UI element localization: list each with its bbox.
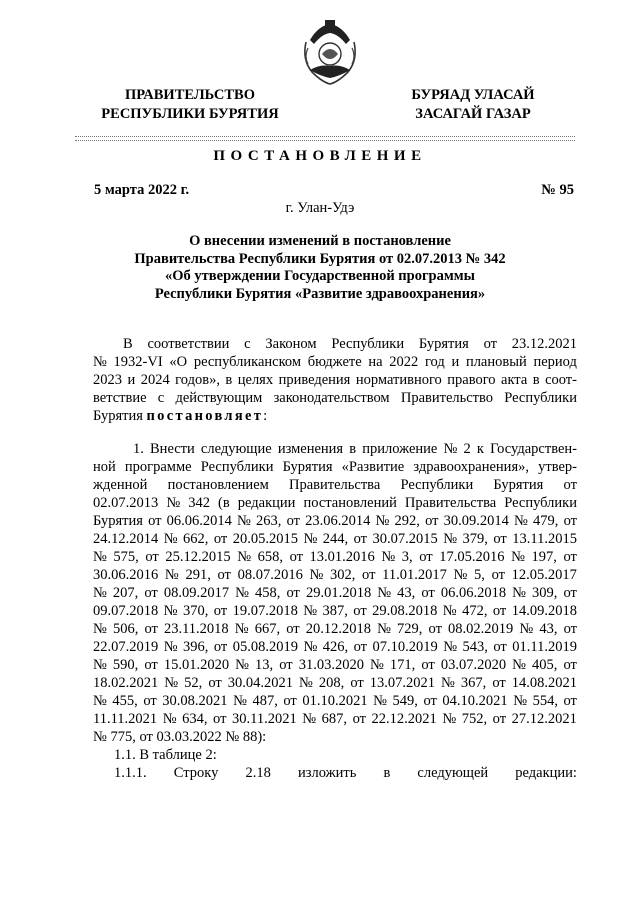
- word: с: [157, 390, 165, 406]
- word: плановый: [465, 354, 527, 370]
- word: и: [127, 372, 136, 388]
- word: Государствен-: [490, 441, 577, 457]
- word: 08.02.2019: [448, 621, 514, 637]
- decree-prefix: Бурятия: [93, 408, 147, 424]
- word: №: [235, 657, 249, 673]
- header-right-line: ЗАСАГАЙ ГАЗАР: [415, 106, 531, 122]
- word: к: [476, 441, 484, 457]
- word: действующим: [175, 390, 263, 406]
- word: программе: [124, 459, 192, 475]
- word: 29.08.2018: [372, 603, 438, 619]
- word: 729,: [397, 621, 423, 637]
- word: 575,: [113, 549, 139, 565]
- subject-line: «Об утверждении Государственной программы: [165, 268, 475, 284]
- word: от: [493, 531, 507, 547]
- word: №: [164, 675, 179, 691]
- word: 17.05.2016: [439, 549, 505, 565]
- government-name-russian: [80, 86, 300, 124]
- decree-suffix: :: [263, 408, 268, 424]
- body-line: [93, 656, 577, 674]
- word: от: [353, 639, 368, 655]
- word: №: [163, 639, 178, 655]
- header-left-line: ПРАВИТЕЛЬСТВО: [125, 87, 255, 103]
- word: 30.09.2014: [443, 513, 509, 529]
- word: 662,: [183, 531, 209, 547]
- word: 24.12.2014: [93, 531, 159, 547]
- word: 3,: [401, 549, 413, 565]
- word: 292,: [394, 513, 420, 529]
- word: следующие: [200, 441, 272, 457]
- document-title: ПОСТАНОВЛЕНИЕ: [213, 148, 427, 164]
- word: №: [93, 693, 107, 709]
- word: №: [164, 567, 179, 583]
- word: 14.08.2021: [511, 675, 577, 691]
- word: соот-: [545, 372, 577, 388]
- word: №: [442, 711, 457, 727]
- word: №: [237, 513, 251, 529]
- word: 19.07.2018: [232, 603, 298, 619]
- header-divider: [75, 136, 575, 137]
- word: 23.12.2021: [511, 336, 577, 352]
- word: целях: [237, 372, 274, 388]
- word: №: [443, 639, 458, 655]
- word: год: [424, 354, 445, 370]
- word: 2.18: [245, 765, 271, 781]
- document-subject: [0, 233, 640, 303]
- word: Законом: [265, 336, 317, 352]
- word: приложение: [362, 441, 438, 457]
- word: от: [421, 657, 435, 673]
- government-name-buryat: [388, 86, 558, 124]
- word: 554,: [532, 693, 558, 709]
- word: Бурятия: [282, 459, 333, 475]
- word: от: [428, 621, 442, 637]
- body-line: [93, 476, 577, 494]
- body-line: [93, 530, 577, 548]
- word: 472,: [462, 603, 488, 619]
- word: 5,: [474, 567, 485, 583]
- word: №: [237, 549, 252, 565]
- word: 15.01.2020: [163, 657, 230, 673]
- word: в: [225, 372, 233, 388]
- word: от: [213, 531, 228, 547]
- word: №: [453, 567, 468, 583]
- word: от: [419, 549, 433, 565]
- word: №: [162, 711, 177, 727]
- word: №: [511, 549, 525, 565]
- word: от: [563, 657, 577, 673]
- word: 13.01.2016: [309, 549, 375, 565]
- word: правого: [447, 372, 496, 388]
- word: редакции:: [515, 765, 577, 781]
- word: Правительства: [404, 495, 497, 511]
- word: от: [144, 657, 158, 673]
- word: годов»,: [175, 372, 220, 388]
- word: от: [286, 621, 300, 637]
- word: 02.07.2013: [93, 495, 159, 511]
- word: 2023: [93, 372, 122, 388]
- word: 06.06.2018: [440, 585, 507, 601]
- word: №: [93, 354, 107, 370]
- word: Бурятия: [93, 513, 143, 529]
- word: 13.11.2015: [512, 531, 577, 547]
- word: №: [303, 603, 318, 619]
- body-line: [93, 389, 577, 407]
- word: от: [563, 621, 577, 637]
- word: от: [144, 621, 158, 637]
- word: 687,: [321, 711, 348, 727]
- word: 30.06.2016: [93, 567, 159, 583]
- word: 2022: [389, 354, 419, 370]
- word: 30.08.2021: [162, 693, 228, 709]
- word: №: [377, 585, 392, 601]
- word: 01.10.2021: [302, 693, 368, 709]
- word: №: [443, 531, 458, 547]
- word: №: [93, 585, 107, 601]
- word: 458,: [255, 585, 281, 601]
- word: 20.12.2018: [305, 621, 371, 637]
- word: №: [303, 531, 318, 547]
- word: №: [93, 657, 107, 673]
- word: от: [421, 585, 435, 601]
- body-line: [93, 407, 577, 425]
- word: 25.12.2015: [165, 549, 231, 565]
- word: от: [350, 675, 364, 691]
- word: 12.05.2017: [511, 567, 577, 583]
- word: 263,: [256, 513, 282, 529]
- word: 20.05.2015: [232, 531, 298, 547]
- word: 171,: [389, 657, 416, 673]
- word: от: [143, 693, 157, 709]
- word: 244,: [322, 531, 349, 547]
- word: от: [563, 693, 577, 709]
- body-line: [93, 353, 577, 371]
- word: 634,: [182, 711, 208, 727]
- word: №: [166, 495, 181, 511]
- word: постановлений: [303, 495, 397, 511]
- word: №: [513, 693, 528, 709]
- word: от: [213, 711, 227, 727]
- word: в: [532, 372, 540, 388]
- body-line: [93, 674, 577, 692]
- word: Республики: [200, 459, 274, 475]
- word: 309,: [532, 585, 558, 601]
- word: постановлением: [167, 477, 269, 493]
- word: ветствие: [93, 390, 147, 406]
- word: 752,: [461, 711, 488, 727]
- word: 2: [463, 441, 471, 457]
- word: от: [353, 603, 367, 619]
- word: 05.08.2019: [232, 639, 298, 655]
- word: бюджете: [307, 354, 362, 370]
- word: 658,: [257, 549, 283, 565]
- word: от: [362, 567, 376, 583]
- word: №: [163, 531, 178, 547]
- word: 590,: [112, 657, 139, 673]
- subject-line: Правительства Республики Бурятия от 02.07.2013 № 342: [134, 250, 506, 267]
- word: от: [208, 675, 222, 691]
- document-city: г. Улан-Удэ: [285, 200, 355, 216]
- word: от: [563, 585, 577, 601]
- word: 23.11.2018: [163, 621, 229, 637]
- body-line: [93, 620, 577, 638]
- word: 291,: [185, 567, 211, 583]
- word: 22.12.2021: [371, 711, 437, 727]
- word: №: [373, 693, 387, 709]
- body-line: [93, 566, 577, 584]
- word: №: [514, 513, 528, 529]
- word: 18.02.2021: [93, 675, 159, 691]
- word: Бурятия: [418, 336, 469, 352]
- word: 30.04.2021: [227, 675, 293, 691]
- word: акта: [501, 372, 528, 388]
- word: 208,: [318, 675, 345, 691]
- word: 08.09.2017: [163, 585, 230, 601]
- word: «Развитие: [341, 459, 405, 475]
- word: 396,: [183, 639, 209, 655]
- word: №: [233, 693, 247, 709]
- word: №: [375, 513, 390, 529]
- word: 14.09.2018: [511, 603, 577, 619]
- word: от: [289, 549, 303, 565]
- word: 13.07.2021: [369, 675, 435, 691]
- word: от: [148, 513, 162, 529]
- word: 426,: [322, 639, 349, 655]
- word: №: [93, 549, 107, 565]
- word: 04.10.2021: [442, 693, 508, 709]
- word: В: [123, 336, 133, 352]
- word: 11.11.2021: [93, 711, 158, 727]
- word: 30.11.2021: [232, 711, 297, 727]
- decree-word: постановляет: [146, 408, 264, 424]
- word: от: [145, 549, 159, 565]
- word: №: [443, 441, 458, 457]
- word: утвер-: [538, 459, 577, 475]
- word: от: [283, 693, 297, 709]
- word: на: [368, 354, 383, 370]
- body-line: [93, 371, 577, 389]
- word: нормативного: [355, 372, 442, 388]
- body-line: [93, 458, 577, 476]
- word: законодательством: [273, 390, 390, 406]
- body-line: [93, 584, 577, 602]
- word: 506,: [112, 621, 139, 637]
- word: №: [235, 585, 249, 601]
- word: 13,: [255, 657, 274, 673]
- word: №: [163, 603, 178, 619]
- word: 455,: [112, 693, 138, 709]
- word: республиканском: [193, 354, 302, 370]
- body-line: № 775, от 03.03.2022 № 88):: [93, 729, 267, 745]
- word: период: [533, 354, 577, 370]
- word: 2024: [140, 372, 170, 388]
- word: от: [492, 711, 507, 727]
- word: здравоохранения»,: [413, 459, 529, 475]
- word: соответствии: [147, 336, 230, 352]
- word: Республики: [504, 495, 577, 511]
- word: 27.12.2021: [511, 711, 577, 727]
- word: от: [217, 567, 231, 583]
- word: №: [309, 567, 324, 583]
- document-date: 5 марта 2022 г.: [94, 182, 190, 198]
- word: Республики: [400, 477, 474, 493]
- word: в: [349, 441, 357, 457]
- word: №: [442, 603, 457, 619]
- word: от: [286, 585, 300, 601]
- item-1-1: 1.1. В таблице 2:: [114, 747, 217, 763]
- word: 387,: [322, 603, 348, 619]
- word: №: [512, 657, 526, 673]
- word: от: [563, 477, 577, 493]
- word: «О: [169, 354, 188, 370]
- word: Бурятия: [493, 477, 544, 493]
- word: следующей: [417, 765, 489, 781]
- body-line: [133, 440, 577, 458]
- word: жденной: [93, 477, 148, 493]
- word: ной: [93, 459, 116, 475]
- word: от: [493, 639, 507, 655]
- word: 667,: [254, 621, 281, 637]
- word: 367,: [460, 675, 487, 691]
- word: 43,: [397, 585, 416, 601]
- word: 08.07.2016: [237, 567, 303, 583]
- word: изменения: [277, 441, 344, 457]
- word: от: [492, 603, 507, 619]
- word: Внести: [150, 441, 195, 457]
- body-line: [93, 512, 577, 530]
- header-left-line: РЕСПУБЛИКИ БУРЯТИЯ: [101, 106, 279, 122]
- word: 405,: [532, 657, 558, 673]
- word: №: [377, 621, 391, 637]
- word: от: [492, 675, 506, 691]
- word: редакции: [237, 495, 296, 511]
- word: от: [563, 513, 577, 529]
- word: 31.03.2020: [298, 657, 364, 673]
- word: Республики: [331, 336, 405, 352]
- word: Правительство: [400, 390, 493, 406]
- word: 1.1.1.: [114, 765, 147, 781]
- word: от: [353, 531, 368, 547]
- word: №: [381, 549, 396, 565]
- word: №: [512, 585, 526, 601]
- word: от: [286, 513, 300, 529]
- word: 23.06.2014: [305, 513, 371, 529]
- word: 207,: [112, 585, 139, 601]
- word: 07.10.2019: [372, 639, 438, 655]
- word: в: [383, 765, 391, 781]
- word: 01.11.2019: [512, 639, 577, 655]
- word: №: [441, 675, 455, 691]
- word: (в: [218, 495, 230, 511]
- word: изложить: [297, 765, 357, 781]
- word: с: [244, 336, 251, 352]
- word: от: [425, 513, 439, 529]
- header-divider: [75, 140, 575, 141]
- document-number: № 95: [541, 182, 574, 198]
- word: от: [352, 711, 366, 727]
- word: от: [563, 549, 577, 565]
- word: 370,: [182, 603, 209, 619]
- word: 09.07.2018: [93, 603, 159, 619]
- word: Республики: [504, 390, 577, 406]
- word: 549,: [392, 693, 418, 709]
- header-right-line: БУРЯАД УЛАСАЙ: [411, 87, 535, 103]
- body-line: [93, 638, 577, 656]
- coat-of-arms-emblem: [298, 20, 362, 86]
- word: от: [491, 567, 505, 583]
- word: и: [451, 354, 460, 370]
- word: №: [93, 621, 107, 637]
- word: 11.01.2017: [382, 567, 447, 583]
- word: №: [302, 711, 317, 727]
- word: 197,: [531, 549, 557, 565]
- word: 1932-VI: [113, 354, 163, 370]
- item-1-1-1: [114, 764, 577, 782]
- word: 543,: [462, 639, 488, 655]
- body-line: [93, 602, 577, 620]
- word: 1.: [133, 441, 144, 457]
- word: 22.07.2019: [93, 639, 159, 655]
- word: №: [519, 621, 534, 637]
- body-line: [93, 710, 577, 728]
- word: приведения: [278, 372, 351, 388]
- word: №: [234, 621, 249, 637]
- body-line: [123, 335, 577, 353]
- body-line: [93, 548, 577, 566]
- word: от: [423, 693, 437, 709]
- word: №: [303, 639, 318, 655]
- word: 302,: [330, 567, 356, 583]
- word: 52,: [184, 675, 203, 691]
- word: 479,: [533, 513, 559, 529]
- word: №: [299, 675, 313, 691]
- word: 342: [188, 495, 210, 511]
- word: от: [279, 657, 293, 673]
- word: Строку: [173, 765, 219, 781]
- word: 30.07.2015: [372, 531, 438, 547]
- word: от: [144, 585, 158, 601]
- word: №: [370, 657, 384, 673]
- word: 29.01.2018: [305, 585, 372, 601]
- word: 03.07.2020: [440, 657, 507, 673]
- body-line: [93, 494, 577, 512]
- word: 06.06.2014: [166, 513, 232, 529]
- word: Правительства: [289, 477, 381, 493]
- word: от: [213, 639, 228, 655]
- word: от: [483, 336, 497, 352]
- word: 43,: [539, 621, 558, 637]
- word: 379,: [462, 531, 488, 547]
- subject-line: Республики Бурятия «Развитие здравоохранения»: [154, 285, 486, 302]
- body-line: [93, 692, 577, 710]
- word: 487,: [252, 693, 278, 709]
- word: от: [213, 603, 228, 619]
- subject-line: О внесении изменений в постановление: [189, 233, 451, 249]
